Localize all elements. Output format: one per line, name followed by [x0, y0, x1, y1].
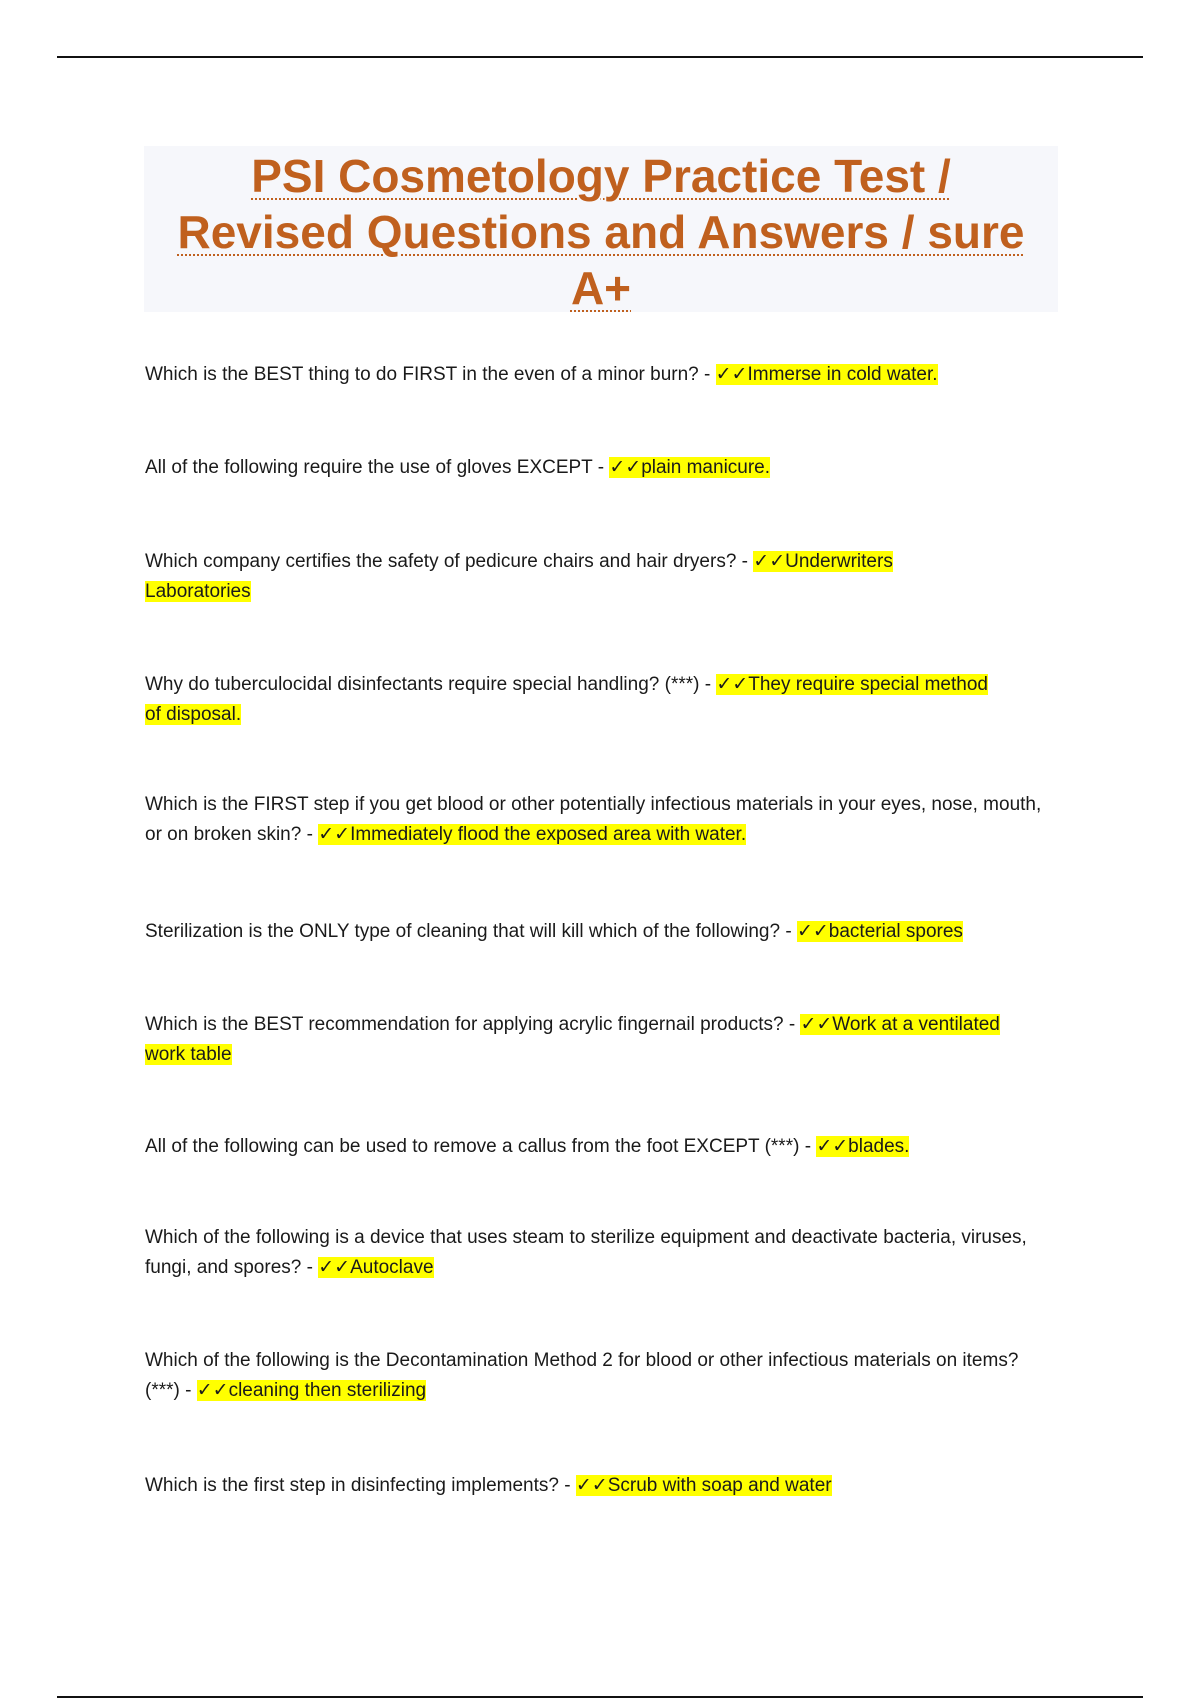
check-icon: ✓✓ [716, 674, 749, 695]
check-icon: ✓✓ [796, 921, 829, 942]
separator: - [179, 1380, 197, 1401]
qa-item-1 [145, 360, 1045, 390]
top-divider [57, 56, 1143, 58]
separator: - [558, 1475, 576, 1496]
check-icon: ✓✓ [816, 1136, 849, 1157]
answer-text: bacterial spores [828, 921, 963, 942]
answer-highlight [576, 1475, 832, 1496]
check-icon: ✓✓ [800, 1014, 833, 1035]
title-line-1 [144, 148, 1058, 204]
check-icon: ✓✓ [715, 364, 748, 385]
separator: - [799, 1136, 817, 1157]
answer-highlight [318, 1257, 433, 1278]
answer-highlight [197, 1380, 426, 1401]
qa-item-6 [145, 917, 1085, 947]
question-text: Which of the following is the Decontamination Method 2 for blood or other infectious materials on items? (***) [145, 1350, 1019, 1401]
title-line-2 [144, 204, 1058, 260]
answer-text: cleaning then sterilizing [228, 1380, 427, 1401]
question-text: Sterilization is the ONLY type of cleaning that will kill which of the following? [145, 921, 781, 942]
question-text: Which is the BEST thing to do FIRST in the even of a minor burn? [145, 364, 699, 385]
separator: - [783, 1014, 801, 1035]
answer-text: plain manicure. [641, 457, 771, 478]
check-icon: ✓✓ [575, 1475, 608, 1496]
check-icon: ✓✓ [318, 1257, 351, 1278]
title-block [144, 146, 1058, 312]
qa-item-9 [145, 1223, 1050, 1283]
check-icon: ✓✓ [609, 457, 642, 478]
separator: - [699, 674, 717, 695]
separator: - [592, 457, 610, 478]
separator: - [780, 921, 797, 942]
answer-text: blades. [848, 1136, 910, 1157]
answer-highlight [716, 364, 938, 385]
answer-text: Scrub with soap and water [607, 1475, 832, 1496]
separator: - [698, 364, 716, 385]
title-line-3 [144, 260, 1058, 316]
check-icon: ✓✓ [753, 551, 786, 572]
qa-item-5 [145, 790, 1050, 850]
question-text: Why do tuberculocidal disinfectants require special handling? (***) [145, 674, 700, 695]
qa-item-8 [145, 1132, 1045, 1162]
title-text-3: A+ [570, 262, 632, 314]
answer-text: Work at a ventilated work table [145, 1014, 1000, 1065]
answer-text: Immediately flood the exposed area with water. [350, 824, 747, 845]
answer-text: They require special method of disposal. [145, 674, 988, 725]
answer-highlight [318, 824, 746, 845]
qa-item-10 [145, 1346, 1050, 1406]
bottom-divider [57, 1696, 1143, 1698]
answer-text: Autoclave [350, 1257, 434, 1278]
qa-item-3 [145, 547, 975, 607]
separator: - [301, 1257, 319, 1278]
question-text: All of the following can be used to remove a callus from the foot EXCEPT (***) [145, 1136, 800, 1157]
question-text: Which is the BEST recommendation for applying acrylic fingernail products? [145, 1014, 784, 1035]
answer-highlight [609, 457, 770, 478]
check-icon: ✓✓ [318, 824, 351, 845]
check-icon: ✓✓ [196, 1380, 229, 1401]
answer-highlight [797, 921, 963, 942]
question-text: All of the following require the use of gloves EXCEPT [145, 457, 593, 478]
qa-item-11 [145, 1471, 1045, 1501]
separator: - [736, 551, 754, 572]
qa-item-7 [145, 1010, 1005, 1070]
qa-item-4 [145, 670, 1005, 730]
question-text: Which company certifies the safety of pedicure chairs and hair dryers? [145, 551, 737, 572]
question-text: Which is the FIRST step if you get blood or other potentially infectious materials in your eyes, nose, mouth, or on broken skin? [145, 794, 1042, 845]
question-text: Which is the first step in disinfecting implements? [145, 1475, 559, 1496]
question-text: Which of the following is a device that uses steam to sterilize equipment and deactivate bacteria, viruses, fungi, and spores? [145, 1227, 1027, 1278]
answer-text: Immerse in cold water. [747, 364, 938, 385]
separator: - [301, 824, 319, 845]
qa-item-2 [145, 453, 1045, 483]
title-text-1: PSI Cosmetology Practice Test / [251, 150, 951, 202]
title-text-2: Revised Questions and Answers / sure [177, 206, 1025, 258]
answer-highlight [816, 1136, 909, 1157]
answer-text: Underwriters Laboratories [145, 551, 893, 602]
